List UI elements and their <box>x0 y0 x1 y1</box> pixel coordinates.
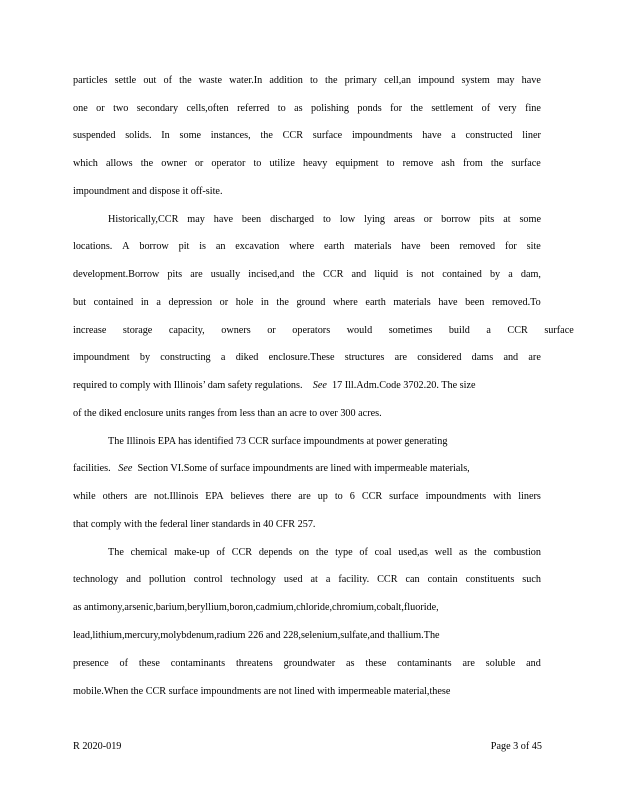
word: not.Illinois <box>153 491 199 502</box>
word: of <box>359 547 368 558</box>
word: believes <box>230 491 264 502</box>
word: to <box>309 75 318 86</box>
word: facility. <box>338 574 370 585</box>
word: is <box>406 269 414 280</box>
word: EPA <box>205 491 224 502</box>
word: earth <box>365 297 386 308</box>
word: from <box>462 158 483 169</box>
word: addition <box>269 75 303 86</box>
word: utilize <box>269 158 295 169</box>
word: waste <box>198 75 222 86</box>
text-line <box>108 214 541 226</box>
word: combustion <box>493 547 541 558</box>
word: are <box>134 491 147 502</box>
word: where <box>289 241 315 252</box>
word: A <box>122 241 130 252</box>
word: hole <box>235 297 254 308</box>
word: to <box>334 491 343 502</box>
word: soluble <box>485 658 516 669</box>
word: been <box>465 297 485 308</box>
word: site <box>526 241 541 252</box>
text-line <box>73 574 541 586</box>
word: there <box>270 491 292 502</box>
word: as <box>294 103 303 114</box>
word: CCR <box>361 491 383 502</box>
word: ground <box>296 297 326 308</box>
word: contain <box>427 574 458 585</box>
word: technology <box>230 574 276 585</box>
word: constructed <box>465 130 513 141</box>
word: the <box>302 269 315 280</box>
word: CCR <box>282 130 304 141</box>
text-line <box>108 547 541 559</box>
word: water.In <box>229 75 263 86</box>
word: constructing <box>160 352 211 363</box>
word: the <box>474 547 487 558</box>
footer-page-number: Page 3 of 45 <box>490 741 542 752</box>
word: areas <box>393 214 415 225</box>
word: are <box>298 491 311 502</box>
word: solids. <box>125 130 152 141</box>
text-line <box>73 297 541 309</box>
word: on <box>298 547 310 558</box>
text-line <box>73 75 541 87</box>
word: depression <box>168 297 213 308</box>
word: the <box>315 547 329 558</box>
word: groundwater <box>283 658 336 669</box>
word: the <box>325 75 338 86</box>
word: a <box>451 130 456 141</box>
word: liners <box>518 491 541 502</box>
word: a <box>325 574 331 585</box>
word: and <box>503 352 519 363</box>
text-segment: Section VI.Some of surface impoundments are lined with impermeable materials, <box>137 463 470 474</box>
word: one <box>73 103 88 114</box>
word: of <box>163 75 173 86</box>
word: 6 <box>349 491 355 502</box>
word: with <box>493 491 512 502</box>
word: the <box>179 75 192 86</box>
word: two <box>113 103 129 114</box>
word: pit <box>178 241 190 252</box>
text-line: as antimony,arsenic,barium,beryllium,boron,cadmium,chloride,chromium,cobalt,fluoride, <box>73 602 439 613</box>
word: have <box>401 241 421 252</box>
word: and <box>126 574 141 585</box>
word: allows <box>106 158 133 169</box>
word: settle <box>114 75 137 86</box>
word: impoundments <box>425 491 487 502</box>
word: usually <box>210 269 241 280</box>
word: low <box>339 214 356 225</box>
word: make-up <box>174 547 210 558</box>
word: borrow <box>139 241 169 252</box>
word: by <box>489 269 501 280</box>
word: heavy <box>303 158 328 169</box>
text-line <box>73 352 541 364</box>
word: these <box>138 658 160 669</box>
word: as <box>459 547 468 558</box>
word: dam, <box>520 269 541 280</box>
word: impound <box>418 75 455 86</box>
word: have <box>521 75 541 86</box>
word: incised,and <box>248 269 295 280</box>
text-line-with-citation <box>73 463 541 475</box>
word: been <box>241 214 262 225</box>
word: settlement <box>431 103 474 114</box>
footer-docket-number: R 2020-019 <box>73 741 122 752</box>
word: depends <box>258 547 293 558</box>
text-line: lead,lithium,mercury,molybdenum,radium 226 and 228,selenium,sulfate,and thallium.The <box>73 630 440 641</box>
word: surface <box>312 130 343 141</box>
word: for <box>390 103 403 114</box>
word: well <box>434 547 453 558</box>
word: surface <box>511 158 541 169</box>
word: surface <box>389 491 419 502</box>
word: locations. <box>73 241 113 252</box>
word: structures <box>344 352 385 363</box>
word: the <box>260 130 273 141</box>
word: cell,an <box>384 75 411 86</box>
word: are <box>528 352 541 363</box>
word: which <box>73 158 98 169</box>
word: used <box>283 574 303 585</box>
word: of <box>216 547 225 558</box>
word: have <box>213 214 233 225</box>
word: primary <box>344 75 377 86</box>
word: at <box>503 214 511 225</box>
word: very <box>498 103 517 114</box>
word: enclosure.These <box>268 352 335 363</box>
word: to <box>322 214 331 225</box>
word: impoundments <box>351 130 413 141</box>
word: excavation <box>235 241 280 252</box>
word: particles <box>73 75 108 86</box>
word: the <box>490 158 504 169</box>
word: these <box>365 658 387 669</box>
word: to <box>277 103 286 114</box>
word: the <box>276 297 289 308</box>
word: presence <box>73 658 109 669</box>
word: are <box>462 658 475 669</box>
word: pits <box>479 214 495 225</box>
word: ash <box>441 158 455 169</box>
word: earth <box>323 241 345 252</box>
word: by <box>139 352 151 363</box>
word: cells,often <box>186 103 229 114</box>
word: equipment <box>335 158 379 169</box>
word: suspended <box>73 130 116 141</box>
word: a <box>508 269 513 280</box>
word: operator <box>211 158 246 169</box>
word: or <box>96 103 105 114</box>
word: to <box>386 158 395 169</box>
word: while <box>73 491 96 502</box>
text-line: mobile.When the CCR surface impoundments are not lined with impermeable material,these <box>73 686 451 697</box>
word: polishing <box>311 103 349 114</box>
word: development.Borrow <box>73 269 160 280</box>
word: system <box>461 75 490 86</box>
citation-signal: See <box>312 380 327 391</box>
word: contaminants <box>170 658 226 669</box>
word: out <box>143 75 157 86</box>
word: liquid <box>374 269 399 280</box>
word: removed <box>459 241 496 252</box>
text-segment: required to comply with Illinois’ dam safety regulations. <box>73 380 303 391</box>
text-line <box>73 491 541 503</box>
word: and <box>526 658 541 669</box>
word: may <box>496 75 515 86</box>
word: diked <box>235 352 259 363</box>
word: some <box>519 214 541 225</box>
word: where <box>332 297 358 308</box>
word: threatens <box>235 658 273 669</box>
text-line <box>73 130 541 142</box>
word: a <box>156 297 161 308</box>
word: or <box>194 158 204 169</box>
word: and <box>351 269 367 280</box>
word: pollution <box>148 574 186 585</box>
word: is <box>199 241 206 252</box>
word: Historically,CCR <box>108 214 179 225</box>
text-line: of the diked enclosure units ranges from less than an acre to over 300 acres. <box>73 408 382 419</box>
word: contained <box>442 269 482 280</box>
word: an <box>215 241 226 252</box>
text-line-with-citation <box>73 380 541 392</box>
word: been <box>430 241 450 252</box>
word: contained <box>93 297 134 308</box>
word: referred <box>237 103 270 114</box>
word: borrow <box>441 214 471 225</box>
word: may <box>187 214 205 225</box>
text-line <box>73 658 541 670</box>
text-line <box>73 241 541 253</box>
word: not <box>421 269 435 280</box>
word: the <box>140 158 154 169</box>
word: can <box>405 574 420 585</box>
word: for <box>504 241 517 252</box>
word: considered <box>417 352 462 363</box>
word: In <box>161 130 170 141</box>
text-line <box>73 103 541 115</box>
word: to <box>253 158 262 169</box>
word: pits <box>167 269 183 280</box>
word: have <box>438 297 458 308</box>
word: contaminants <box>397 658 452 669</box>
word: used,as <box>398 547 428 558</box>
word: are <box>190 269 203 280</box>
word: of <box>119 658 129 669</box>
word: CCR <box>377 574 398 585</box>
word: or <box>423 214 433 225</box>
citation-signal: See <box>118 463 133 474</box>
word: up <box>317 491 328 502</box>
text-line <box>73 269 541 281</box>
word: or <box>219 297 229 308</box>
word: impoundment <box>73 352 130 363</box>
word: dams <box>471 352 494 363</box>
word: are <box>394 352 408 363</box>
word: CCR <box>323 269 344 280</box>
word: constituents <box>465 574 515 585</box>
word: materials <box>354 241 392 252</box>
word: discharged <box>270 214 315 225</box>
word: ponds <box>357 103 382 114</box>
word: liner <box>522 130 541 141</box>
word: instances, <box>210 130 251 141</box>
word: materials <box>393 297 431 308</box>
word: others <box>102 491 128 502</box>
word: at <box>310 574 318 585</box>
word: as <box>346 658 355 669</box>
text-line: impoundment and dispose it off-site. <box>73 186 223 197</box>
word: owner <box>161 158 187 169</box>
word: have <box>422 130 442 141</box>
text-line: The Illinois EPA has identified 73 CCR surface impoundments at power generating <box>108 436 448 447</box>
word: The <box>108 547 124 558</box>
word: control <box>193 574 223 585</box>
text-line <box>73 158 541 170</box>
word: fine <box>525 103 541 114</box>
word: chemical <box>130 547 168 558</box>
word: in <box>260 297 269 308</box>
word: lying <box>364 214 385 225</box>
word: in <box>140 297 149 308</box>
text-segment: 17 Ill.Adm.Code 3702.20. The size <box>331 380 476 391</box>
word: secondary <box>136 103 179 114</box>
word: a <box>220 352 226 363</box>
word: type <box>335 547 353 558</box>
word: remove <box>402 158 434 169</box>
text-segment: facilities. <box>73 463 111 474</box>
word: technology <box>73 574 119 585</box>
word: coal <box>374 547 392 558</box>
word: the <box>410 103 423 114</box>
word: some <box>179 130 202 141</box>
text-line: increase storage capacity, owners or operators would sometimes build a CCR surface <box>73 325 574 336</box>
text-line: that comply with the federal liner standards in 40 CFR 257. <box>73 519 316 530</box>
word: such <box>522 574 541 585</box>
word: of <box>481 103 491 114</box>
word: but <box>73 297 87 308</box>
word: removed.To <box>491 297 541 308</box>
word: CCR <box>231 547 253 558</box>
